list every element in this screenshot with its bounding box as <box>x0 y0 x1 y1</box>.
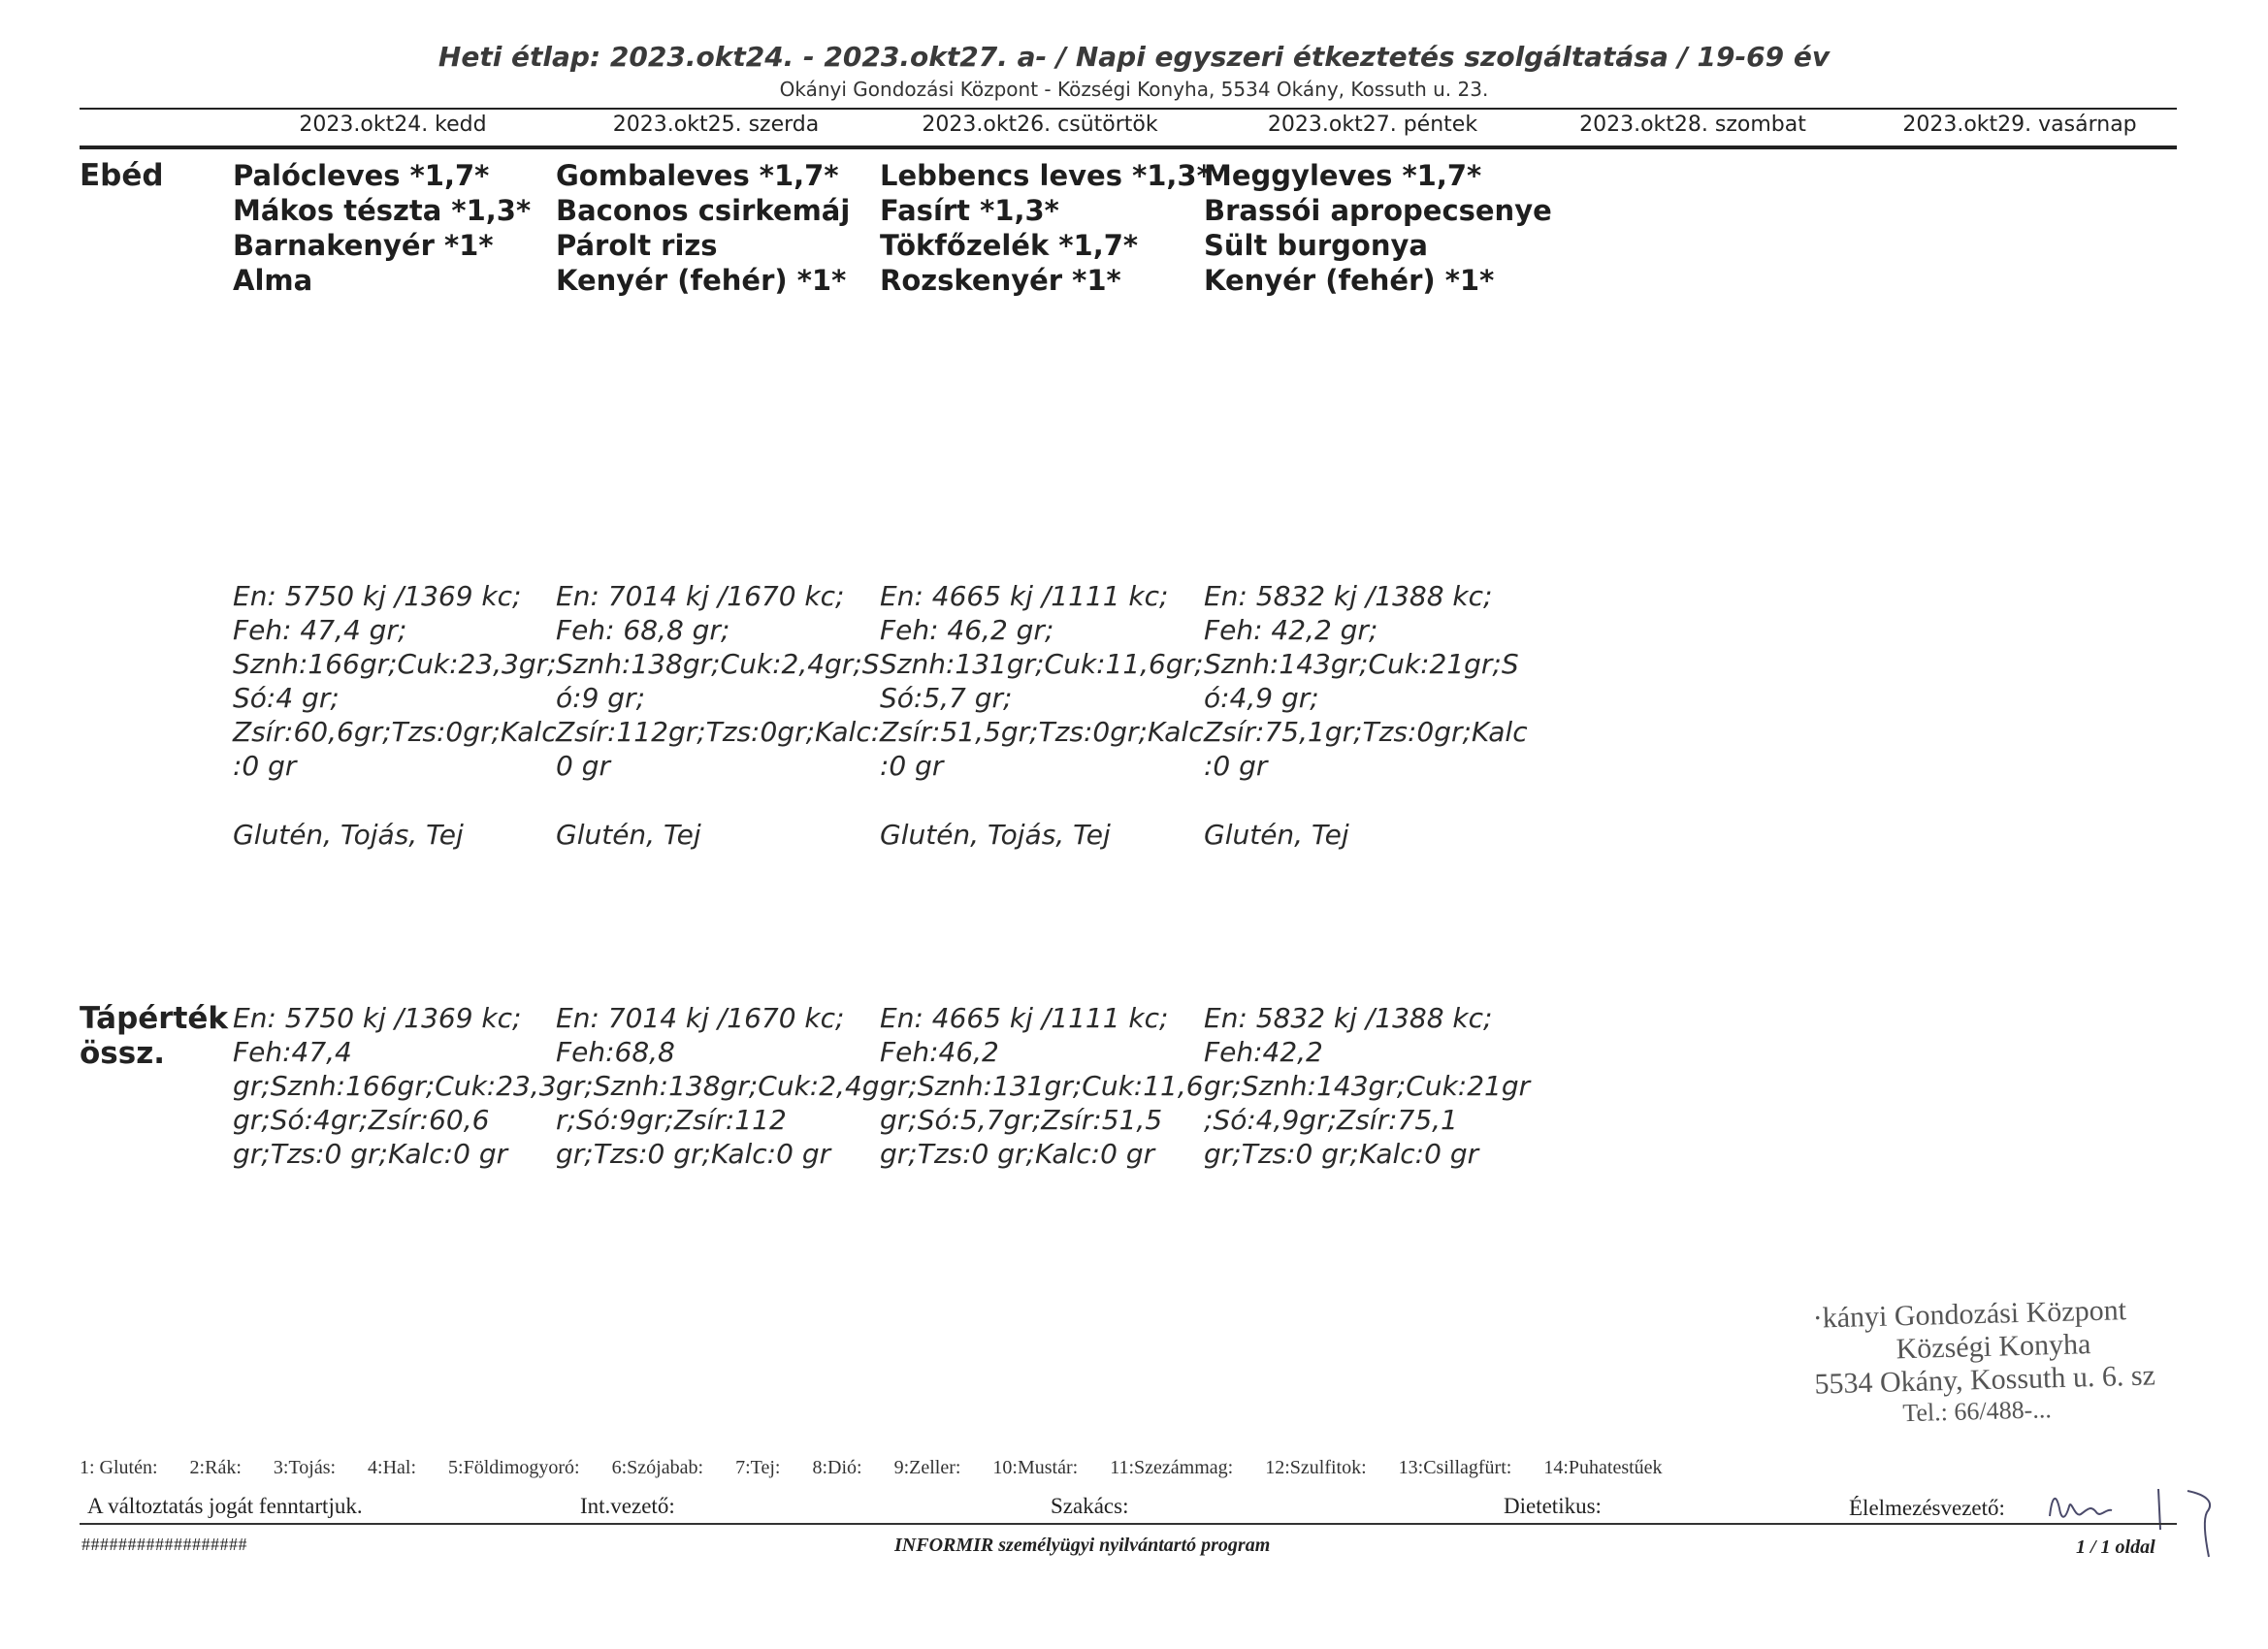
nutrition-line: Feh: 68,8 gr; <box>556 614 730 646</box>
meal-item: Meggyleves *1,7* <box>1204 159 1482 192</box>
allergen-legend-item: 12:Szulfitok: <box>1265 1457 1367 1478</box>
day-header-thursday: 2023.okt26. csütörtök <box>922 113 1158 137</box>
totals-line: gr;Só:5,7gr;Zsír:51,5 <box>880 1104 1163 1136</box>
meal-item: Fasírt *1,3* <box>880 194 1059 227</box>
meal-item: Kenyér (fehér) *1* <box>556 264 847 297</box>
rights-notice: A változtatás jogát fenntartjuk. <box>87 1494 363 1518</box>
meal-item: Sült burgonya <box>1204 229 1428 262</box>
nutrition-block-thursday <box>880 579 1205 852</box>
page-subtitle: Okányi Gondozási Központ - Községi Konyha, 5534 Okány, Kossuth u. 23. <box>779 78 1489 101</box>
meal-item: Rozskenyér *1* <box>880 264 1121 297</box>
row-label-lunch: Ebéd <box>80 158 164 193</box>
totals-line: gr;Tzs:0 gr;Kalc:0 gr <box>556 1138 831 1170</box>
row-label-totals-line1: Tápérték <box>80 1001 229 1036</box>
totals-column-tuesday <box>233 1001 558 1171</box>
nutrition-line: Sznh:166gr;Cuk:23,3gr; <box>233 648 557 680</box>
allergen-legend-item: 4:Hal: <box>368 1457 417 1478</box>
allergen-legend-item: 7:Tej: <box>735 1457 781 1478</box>
totals-line: gr;Tzs:0 gr;Kalc:0 gr <box>880 1138 1155 1170</box>
meal-item: Alma <box>233 264 313 297</box>
meal-item: Tökfőzelék *1,7* <box>880 229 1139 262</box>
allergen-legend-item: 14:Puhatestűek <box>1543 1457 1663 1478</box>
meal-item: Barnakenyér *1* <box>233 229 494 262</box>
totals-line: r;Só:9gr;Zsír:112 <box>556 1104 787 1136</box>
nutrition-line: Sznh:131gr;Cuk:11,6gr; <box>880 648 1204 680</box>
nutrition-line: :0 gr <box>1204 750 1268 782</box>
nutrition-line: En: 5750 kj /1369 kc; <box>233 580 522 612</box>
totals-line: Feh:42,2 <box>1204 1036 1323 1068</box>
allergen-legend-item: 2:Rák: <box>189 1457 242 1478</box>
lunch-column-thursday <box>880 158 1212 298</box>
header-rule-bottom <box>80 146 2177 149</box>
totals-line: Feh:68,8 <box>556 1036 675 1068</box>
meal-item: Párolt rizs <box>556 229 718 262</box>
nutrition-line: En: 5832 kj /1388 kc; <box>1204 580 1493 612</box>
row-label-totals <box>80 1001 228 1071</box>
nutrition-line: Feh: 46,2 gr; <box>880 614 1054 646</box>
allergen-summary: Glutén, Tej <box>1204 819 1349 851</box>
totals-line: En: 5832 kj /1388 kc; <box>1204 1002 1493 1034</box>
lunch-column-tuesday <box>233 158 558 298</box>
totals-line: gr;Tzs:0 gr;Kalc:0 gr <box>233 1138 508 1170</box>
totals-line: Feh:47,4 <box>233 1036 352 1068</box>
day-header-wednesday: 2023.okt25. szerda <box>612 113 820 137</box>
day-header-tuesday: 2023.okt24. kedd <box>299 113 487 137</box>
totals-line: En: 5750 kj /1369 kc; <box>233 1002 522 1034</box>
meal-item: Mákos tészta *1,3* <box>233 194 532 227</box>
nutrition-line: Sznh:143gr;Cuk:21gr;S <box>1204 648 1519 680</box>
meal-item: Lebbencs leves *1,3* <box>880 159 1212 192</box>
allergen-legend <box>80 1457 1690 1479</box>
allergen-legend-item: 1: Glutén: <box>80 1457 158 1478</box>
stamp-line: 5534 Okány, Kossuth u. 6. sz <box>1814 1359 2156 1401</box>
allergen-legend-item: 13:Csillagfürt: <box>1398 1457 1512 1478</box>
nutrition-line: Feh: 42,2 gr; <box>1204 614 1378 646</box>
allergen-legend-item: 9:Zeller: <box>893 1457 961 1478</box>
meal-item: Brassói apropecsenye <box>1204 194 1552 227</box>
meal-item: Gombaleves *1,7* <box>556 159 839 192</box>
program-name: INFORMIR személyügyi nyilvántartó program <box>894 1535 1271 1556</box>
totals-line: gr;Só:4gr;Zsír:60,6 <box>233 1104 490 1136</box>
page-number: 1 / 1 oldal <box>2076 1536 2155 1558</box>
signature-rule <box>80 1523 2177 1525</box>
nutrition-block-wednesday <box>556 579 881 852</box>
stamp-line: Tel.: 66/488-... <box>1901 1395 2053 1428</box>
allergen-legend-item: 11:Szezámmag: <box>1110 1457 1234 1478</box>
nutrition-line: Zsír:60,6gr;Tzs:0gr;Kalc <box>233 716 557 748</box>
stamp-line: ·kányi Gondozási Központ <box>1812 1294 2127 1335</box>
nutrition-line: :0 gr <box>880 750 944 782</box>
totals-line: ;Só:4,9gr;Zsír:75,1 <box>1204 1104 1458 1136</box>
day-header-sunday: 2023.okt29. vasárnap <box>1902 113 2137 137</box>
stamp-line: Községi Konyha <box>1895 1328 2091 1366</box>
totals-line: gr;Sznh:143gr;Cuk:21gr <box>1204 1070 1531 1102</box>
nutrition-line: Zsír:112gr;Tzs:0gr;Kalc: <box>556 716 881 748</box>
nutrition-line: Só:4 gr; <box>233 682 340 714</box>
meal-item: Baconos csirkemáj <box>556 194 851 227</box>
totals-line: gr;Sznh:138gr;Cuk:2,4g <box>556 1070 880 1102</box>
totals-line: gr;Sznh:131gr;Cuk:11,6 <box>880 1070 1204 1102</box>
elelmezesvezeto-label: Élelmezésvezető: <box>1849 1496 2005 1520</box>
allergen-summary: Glutén, Tojás, Tej <box>233 819 464 851</box>
nutrition-line: Sznh:138gr;Cuk:2,4gr;S <box>556 648 880 680</box>
allergen-summary: Glutén, Tojás, Tej <box>880 819 1111 851</box>
allergen-legend-item: 6:Szójabab: <box>611 1457 704 1478</box>
nutrition-line: :0 gr <box>233 750 297 782</box>
nutrition-block-friday <box>1204 579 1529 852</box>
int-vezeto-label: Int.vezető: <box>580 1494 675 1518</box>
header-rule-top <box>80 108 2177 110</box>
nutrition-line: Feh: 47,4 gr; <box>233 614 407 646</box>
nutrition-line: 0 gr <box>556 750 610 782</box>
dietetikus-label: Dietetikus: <box>1504 1494 1602 1518</box>
nutrition-block-tuesday <box>233 579 558 852</box>
day-header-friday: 2023.okt27. péntek <box>1267 113 1478 137</box>
day-header-saturday: 2023.okt28. szombat <box>1579 113 1806 137</box>
nutrition-line: Zsír:75,1gr;Tzs:0gr;Kalc <box>1204 716 1528 748</box>
totals-line: En: 7014 kj /1670 kc; <box>556 1002 845 1034</box>
szakacs-label: Szakács: <box>1051 1494 1129 1518</box>
nutrition-line: Só:5,7 gr; <box>880 682 1013 714</box>
allergen-legend-item: 8:Dió: <box>812 1457 862 1478</box>
totals-column-wednesday <box>556 1001 881 1171</box>
nutrition-line: ó:9 gr; <box>556 682 645 714</box>
totals-line: gr;Sznh:166gr;Cuk:23,3 <box>233 1070 557 1102</box>
hash-marks: ################## <box>81 1535 247 1554</box>
totals-line: gr;Tzs:0 gr;Kalc:0 gr <box>1204 1138 1479 1170</box>
page-title: Heti étlap: 2023.okt24. - 2023.okt27. a- / Napi egyszeri étkeztetés szolgáltatása / 19-69 év <box>437 41 1831 73</box>
totals-column-thursday <box>880 1001 1205 1171</box>
totals-line: En: 4665 kj /1111 kc; <box>880 1002 1169 1034</box>
allergen-legend-item: 3:Tojás: <box>273 1457 337 1478</box>
totals-line: Feh:46,2 <box>880 1036 999 1068</box>
row-label-totals-line2: össz. <box>80 1036 166 1071</box>
nutrition-line: En: 7014 kj /1670 kc; <box>556 580 845 612</box>
nutrition-line: ó:4,9 gr; <box>1204 682 1319 714</box>
nutrition-line: Zsír:51,5gr;Tzs:0gr;Kalc <box>880 716 1204 748</box>
allergen-summary: Glutén, Tej <box>556 819 701 851</box>
lunch-column-friday <box>1204 158 1552 298</box>
lunch-column-wednesday <box>556 158 881 298</box>
nutrition-line: En: 4665 kj /1111 kc; <box>880 580 1169 612</box>
allergen-legend-item: 10:Mustár: <box>992 1457 1079 1478</box>
allergen-legend-item: 5:Földimogyoró: <box>448 1457 580 1478</box>
meal-item: Kenyér (fehér) *1* <box>1204 264 1495 297</box>
totals-column-friday <box>1204 1001 1529 1171</box>
meal-item: Palócleves *1,7* <box>233 159 490 192</box>
kitchen-stamp <box>1812 1293 2156 1430</box>
